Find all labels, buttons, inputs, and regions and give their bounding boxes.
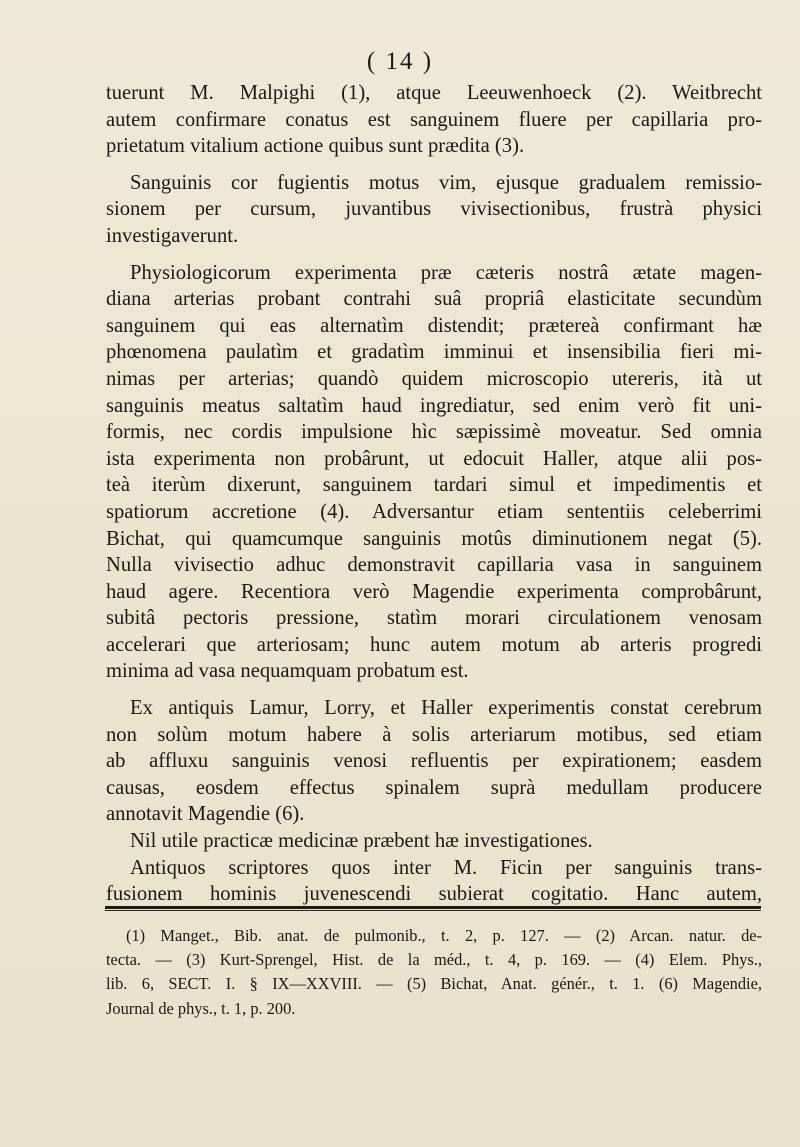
text-line: causas, eosdem effectus spinalem suprà medullam producere: [106, 776, 762, 799]
text-line: Ex antiquis Lamur, Lorry, et Haller experimentis constat cerebrum: [130, 697, 762, 720]
footnote-line: lib. 6, SECT. I. § IX—XXVIII. — (5) Bichat, Anat. génér., t. 1. (6) Magendie,: [106, 974, 762, 994]
text-line: Physiologicorum experimenta præ cæteris nostrâ ætate magen-: [130, 261, 762, 284]
text-line: phœnomena paulatìm et gradatìm imminui et insensibilia fieri mi-: [106, 341, 762, 364]
text-line: prietatum vitalium actione quibus sunt prædita (3).: [106, 135, 525, 158]
paragraph: [106, 695, 762, 828]
text-line: non solùm motum habere à solis arteriarum motibus, sed etiam: [106, 723, 762, 746]
main-text: [106, 80, 762, 908]
text-line: investigaverunt.: [106, 224, 239, 247]
footnote-line: tecta. — (3) Kurt-Sprengel, Hist. de la méd., t. 4, p. 169. — (4) Elem. Phys.,: [106, 950, 762, 970]
text-line: teà iterùm dixerunt, sanguinem tardari simul et impedimentis et: [106, 474, 762, 497]
text-line: Sanguinis cor fugientis motus vim, ejusque gradualem remissio-: [130, 171, 762, 194]
paragraph: [106, 80, 762, 160]
paragraph: [106, 170, 762, 250]
text-line: autem confirmare conatus est sanguinem fluere per capillaria pro-: [106, 108, 762, 131]
paragraph: [106, 828, 762, 855]
text-line: annotavit Magendie (6).: [106, 803, 305, 826]
text-line: ista experimenta non probârunt, ut edocuit Haller, atque alii pos-: [106, 447, 762, 470]
text-line: minima ad vasa nequamquam probatum est.: [106, 660, 469, 683]
page-number: ( 14 ): [366, 48, 434, 75]
text-line: sanguinem qui eas alternatìm distendit; prætereà confirmant hæ: [106, 314, 762, 337]
paragraph: [106, 855, 762, 908]
text-line: tuerunt M. Malpighi (1), atque Leeuwenhoeck (2). Weitbrecht: [106, 82, 762, 104]
footnotes: [106, 924, 762, 1021]
text-line: spatiorum accretione (4). Adversantur etiam sententiis celeberrimi: [106, 500, 762, 523]
footnote-line: Journal de phys., t. 1, p. 200.: [106, 998, 296, 1018]
text-line: diana arterias probant contrahi suâ propriâ elasticitate secundùm: [106, 288, 762, 311]
paragraph: [106, 260, 762, 686]
text-line: Bichat, qui quamcumque sanguinis motûs diminutionem negat (5).: [106, 527, 762, 550]
text-line: nimas per arterias; quandò quidem microscopio utereris, ità ut: [106, 367, 762, 390]
text-line: Nulla vivisectio adhuc demonstravit capillaria vasa in sanguinem: [106, 554, 762, 577]
text-line: sanguinis meatus saltatìm haud ingrediatur, sed enim verò fit uni-: [106, 394, 762, 417]
text-line: sionem per cursum, juvantibus vivisectionibus, frustrà physici: [106, 198, 762, 221]
footnote-rule: [105, 906, 761, 909]
text-line: formis, nec cordis impulsione hìc sæpissimè moveatur. Sed omnia: [106, 421, 762, 444]
footnote-line: (1) Manget., Bib. anat. de pulmonib., t. 2, p. 127. — (2) Arcan. natur. de-: [126, 926, 762, 945]
text-line: fusionem hominis juvenescendi subierat cogitatio. Hanc autem,: [106, 883, 762, 906]
text-line: accelerari que arteriosam; hunc autem motum ab arteris progredi: [106, 633, 762, 656]
text-line: subitâ pectoris pressione, statìm morari circulationem venosam: [106, 607, 762, 630]
text-line: haud agere. Recentiora verò Magendie experimenta comprobârunt,: [106, 580, 762, 603]
footnote-rule-thin: [105, 910, 761, 911]
text-line: ab affluxu sanguinis venosi refluentis per expirationem; easdem: [106, 750, 762, 773]
text-line: Nil utile practicæ medicinæ præbent hæ investigationes.: [130, 830, 593, 853]
text-line: Antiquos scriptores quos inter M. Ficin per sanguinis trans-: [130, 856, 762, 879]
